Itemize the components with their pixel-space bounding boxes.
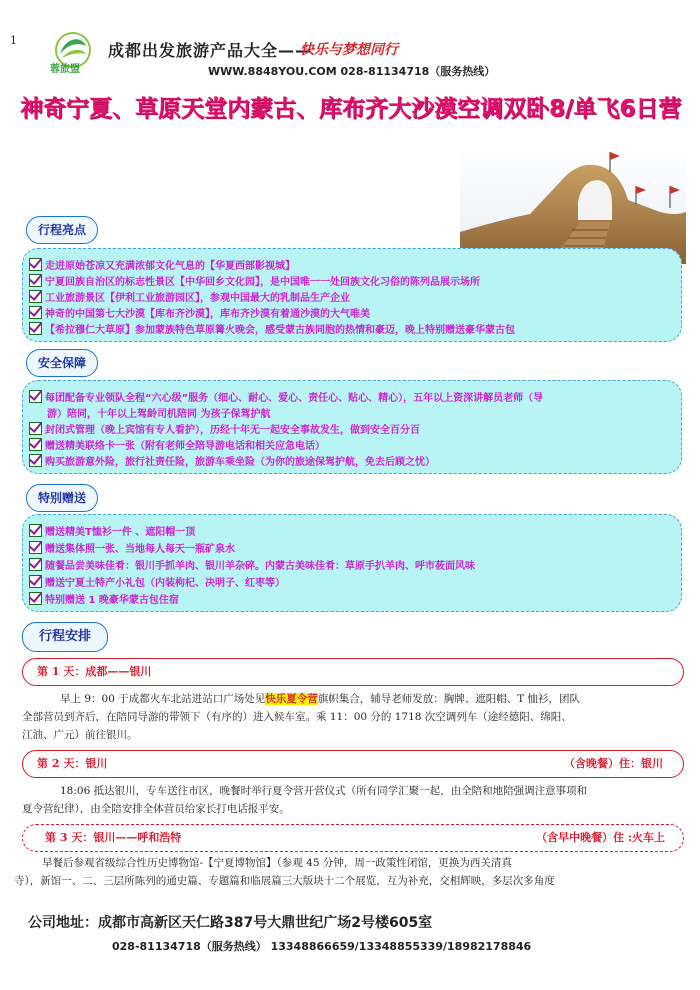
desert-fort-photo (460, 142, 686, 264)
summer-camp-highlight: 快乐夏令营 (265, 693, 318, 705)
day-3-header (22, 824, 684, 852)
checkbox-icon (29, 592, 42, 605)
checkbox-icon (29, 390, 42, 403)
day-2-line: 夏令营纪律），由全陪安排全体营员给家长打电话报平安。 (22, 803, 290, 815)
checkbox-icon (29, 558, 42, 571)
checkbox-icon (29, 274, 42, 287)
checkbox-icon (29, 306, 42, 319)
gift-item: 赠送宁夏土特产小礼包（内装枸杞、决明子、红枣等） (29, 574, 285, 589)
day-1-line: 江油、广元）前往银川。 (22, 729, 138, 741)
checkbox-icon (29, 290, 42, 303)
day-3-title: 第 3 天：银川——呼和浩特 (45, 831, 182, 844)
safety-label: 安全保障 (26, 349, 98, 377)
day-3-line: 寺），新馆一、二、三层所陈列的通史篇、专题篇和临展篇三大版块十二个展览，互为补充，交相辉映，多层次多角度 (14, 875, 555, 887)
highlight-item: 走进原始苍凉又充满浓郁文化气息的【华夏西部影视城】 (29, 257, 295, 272)
safety-item: 赠送精美联络卡一张（附有老师全陪导游电话和相关应急电话） (29, 437, 325, 452)
main-title: 神奇宁夏、草原天堂内蒙古、库布齐大沙漠空调双卧8/单飞6日营 (20, 96, 682, 122)
gift-item: 赠送精美T恤衫一件 、遮阳帽一顶 (29, 523, 195, 538)
checkbox-icon (29, 422, 42, 435)
safety-box (22, 380, 682, 474)
header-website: WWW.8848YOU.COM 028-81134718（服务热线） (208, 65, 496, 78)
day-1-header (22, 658, 684, 686)
highlights-box (22, 248, 682, 342)
checkbox-icon (29, 258, 42, 271)
company-address: 公司地址：成都市高新区天仁路387号大鼎世纪广场2号楼605室 (28, 915, 433, 931)
gift-item: 赠送集体照一张、当地每人每天一瓶矿泉水 (29, 540, 235, 555)
day-1-title: 第 1 天：成都——银川 (37, 665, 152, 678)
checkbox-icon (29, 524, 42, 537)
safety-item-continued: 游）陪同，十年以上驾龄司机陪同 为孩子保驾护航 (47, 409, 271, 420)
header-slogan: 快乐与梦想同行 (300, 42, 398, 58)
checkbox-icon (29, 438, 42, 451)
highlight-item: 神奇的中国第七大沙漠【库布齐沙漠】，库布齐沙漠有着通沙漠的大气唯美 (29, 305, 370, 320)
header-title: 成都出发旅游产品大全—— (108, 41, 313, 60)
day-3-meals: （含早中晚餐）住 :火车上 (536, 831, 665, 844)
day-2-line: 18:06 抵达银川，专车送往市区，晚餐时举行夏令营开营仪式（所有同学汇聚一起，由全陪和地陪强调注意事项和 (60, 785, 588, 797)
day-2-meals: （含晚餐）住：银川 (564, 757, 663, 770)
itinerary-label: 行程安排 (22, 622, 108, 652)
gifts-box (22, 514, 682, 612)
safety-item: 每团配备专业领队全程“六心级”服务（细心、耐心、爱心、责任心、贴心、精心），五年以上资深讲解员老师（导 (29, 389, 543, 404)
checkbox-icon (29, 575, 42, 588)
day-1-line: 早上 9：00 于成都火车北站进站口广场处见快乐夏令营旗帜集合，辅导老师发放：胸牌、遮阳帽、T 恤衫，团队 (60, 693, 581, 705)
logo-text: 蓉旅盟 (50, 64, 80, 75)
gift-item: 随餐品尝美味佳肴：银川手抓羊肉、银川羊杂碎。内蒙古美味佳肴：草原手扒羊肉、呼市莜面风味 (29, 557, 475, 572)
safety-item: 封闭式管理（晚上宾馆有专人看护），历经十年无一起安全事故发生，做到安全百分百 (29, 421, 420, 436)
highlight-item: 宁夏回族自治区的标志性景区【中华回乡文化园】，是中国唯一一处回族文化习俗的陈列品展示场所 (29, 273, 480, 288)
highlights-label: 行程亮点 (26, 216, 98, 244)
day-1-text (22, 690, 682, 744)
gift-item: 特别赠送 1 晚豪华蒙古包住宿 (29, 591, 179, 606)
day-2-text (22, 782, 682, 818)
gifts-label: 特别赠送 (26, 484, 98, 512)
page-number: 1 (10, 34, 17, 47)
checkbox-icon (29, 322, 42, 335)
company-phones: 028-81134718（服务热线） 13348866659/13348855339/18982178846 (112, 940, 532, 953)
highlight-item: 【希拉穆仁大草原】参加蒙族特色草原篝火晚会，感受蒙古族同胞的热情和豪迈，晚上特别赠送豪华蒙古包 (29, 321, 515, 336)
highlight-item: 工业旅游景区【伊利工业旅游园区】，参观中国最大的乳制品生产企业 (29, 289, 350, 304)
day-2-header (22, 750, 684, 778)
safety-item: 购买旅游意外险，旅行社责任险，旅游车乘坐险（为你的旅途保驾护航，免去后顾之忧） (29, 453, 435, 468)
day-1-line: 全部营员到齐后，在陪同导游的带领下（有序的）进入候车室。乘 11：00 分的 1718 次空调列车（途经德阳、绵阳、 (22, 711, 572, 723)
checkbox-icon (29, 454, 42, 467)
checkbox-icon (29, 541, 42, 554)
day-3-text (14, 854, 684, 890)
day-2-title: 第 2 天：银川 (37, 757, 108, 770)
day-3-line: 早餐后参观省级综合性历史博物馆-【宁夏博物馆】（参观 45 分钟，周一政策性闭馆，更换为西关清真 (42, 857, 512, 869)
